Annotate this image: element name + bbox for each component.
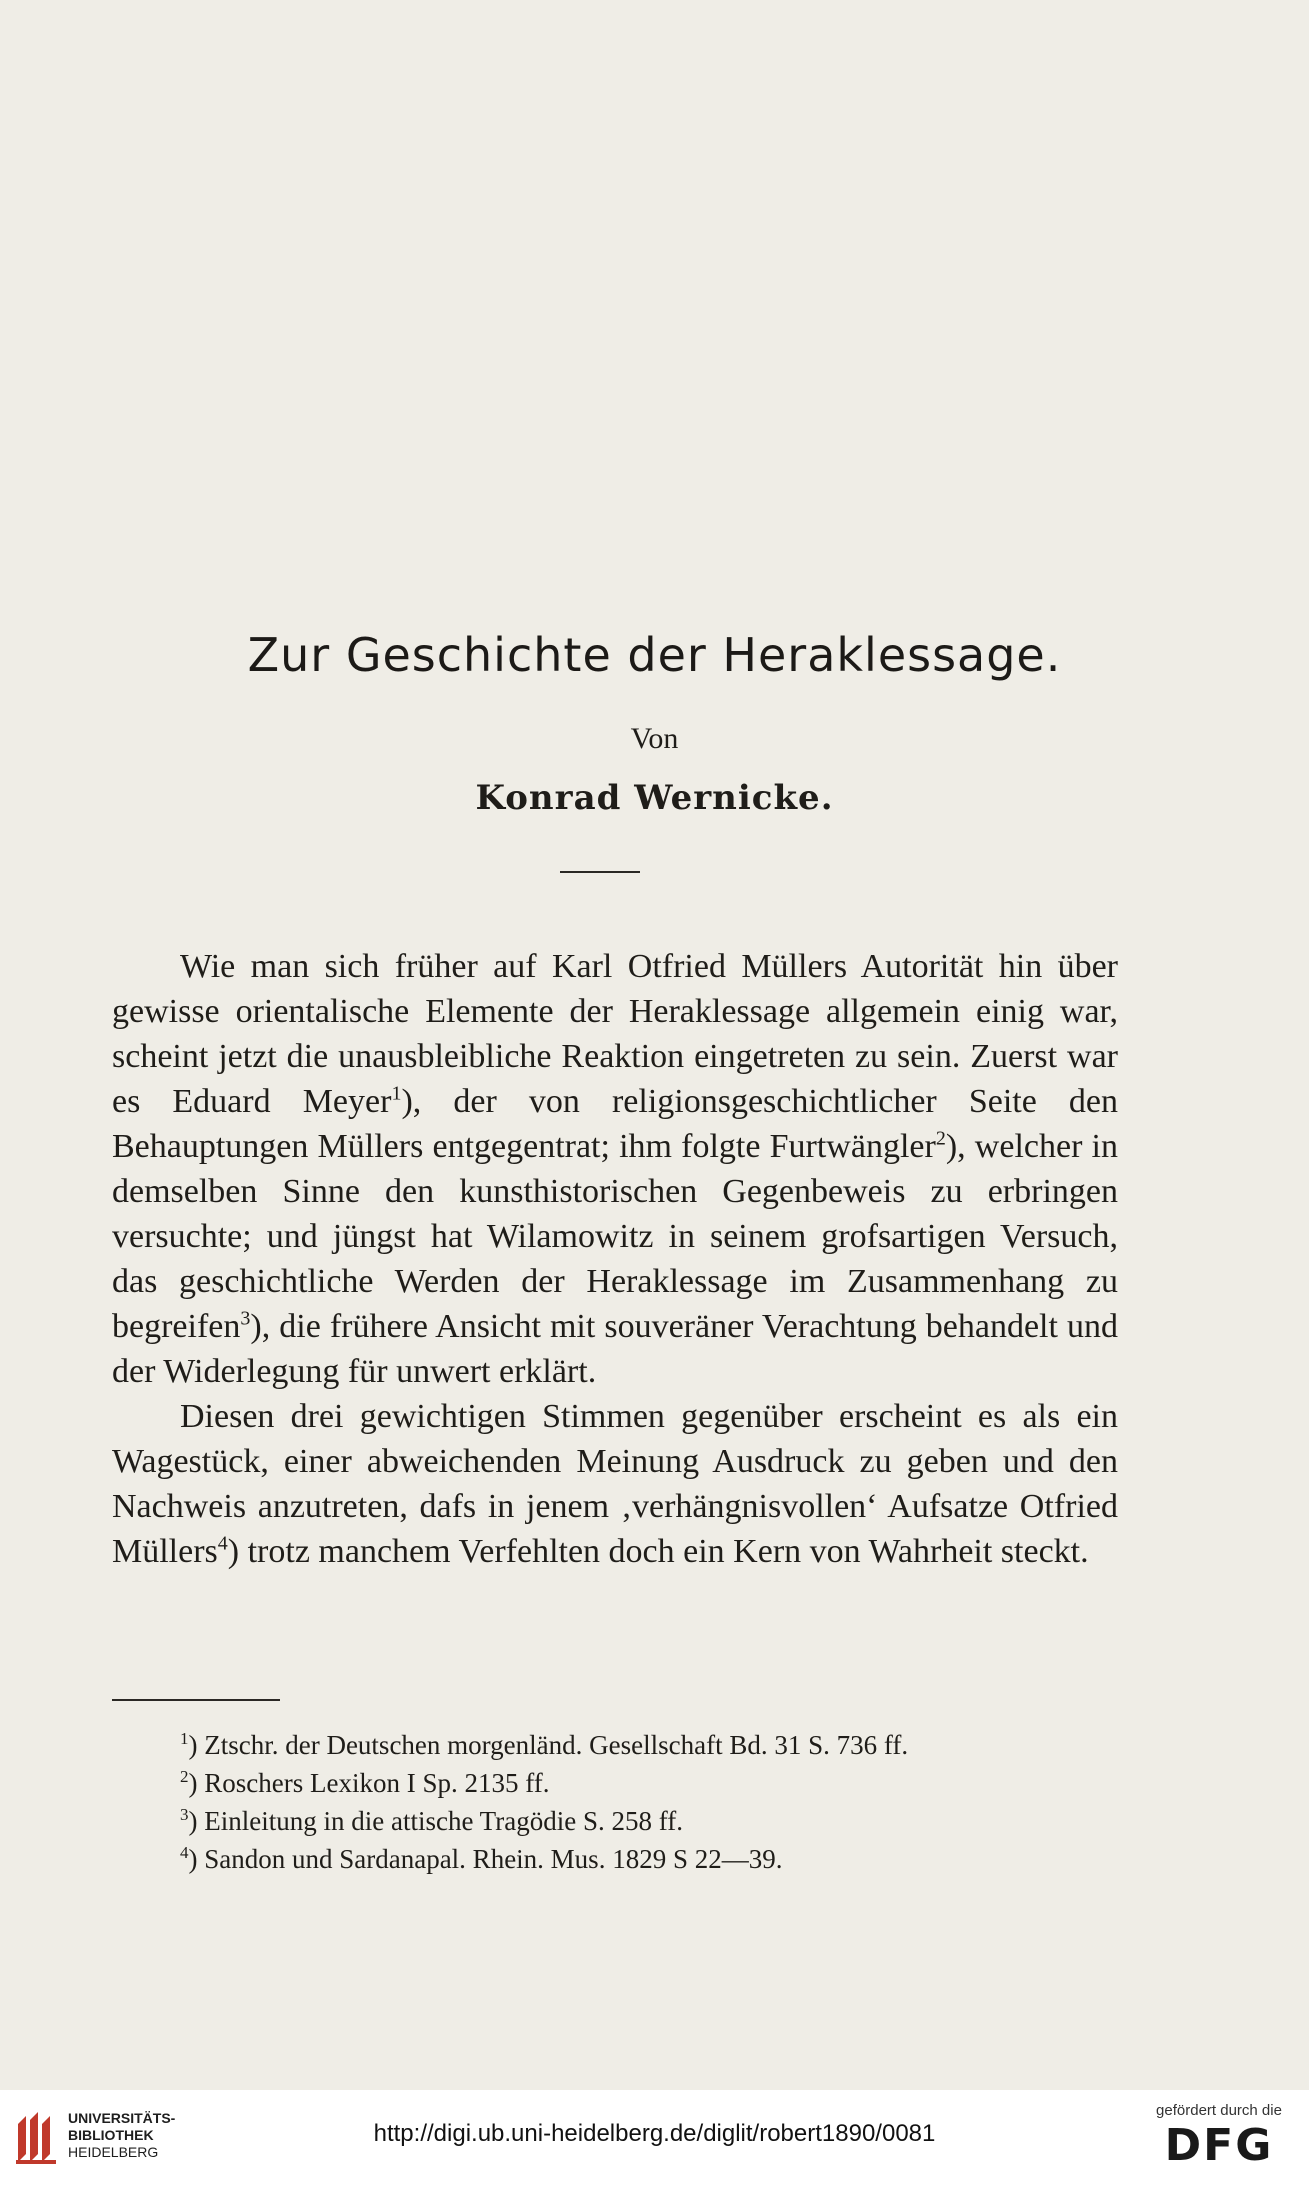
dfg-logo-text: DFG bbox=[1164, 2120, 1274, 2171]
footnote-number: 3 bbox=[180, 1805, 189, 1824]
footnote-ref-4: 4 bbox=[217, 1532, 228, 1555]
footnote-item bbox=[180, 1802, 1140, 1840]
footnote-text: ) Ztschr. der Deutschen morgenländ. Gesellschaft Bd. 31 S. 736 ff. bbox=[188, 1730, 909, 1760]
footnote-ref-2: 2 bbox=[935, 1127, 946, 1150]
library-name-line: BIBLIOTHEK bbox=[68, 2127, 154, 2143]
footnote-item bbox=[180, 1840, 1140, 1878]
library-name-line: UNIVERSITÄTS- bbox=[68, 2110, 176, 2126]
paragraph-text: Wie man sich früher auf Karl Otfried Müllers Autorität hin über gewisse orientalische Elemente der Heraklessage allgemein einig war, scheint jetzt die unausbleibliche Reaktion eingetreten zu sein. Zuerst war es Eduard Meyer bbox=[112, 948, 1118, 1120]
article-body bbox=[112, 944, 1118, 1574]
digitization-footer bbox=[0, 2090, 1309, 2186]
footnote-text: ) Roschers Lexikon I Sp. 2135 ff. bbox=[188, 1768, 550, 1798]
footnote-ref-1: 1 bbox=[391, 1082, 402, 1105]
paragraph-text: ), der von religionsgeschichtlicher Seite den Behauptungen Müllers entgegentrat; ihm folgte Furtwängler bbox=[112, 1083, 1118, 1165]
funding-caption: gefördert durch die bbox=[1156, 2102, 1282, 2119]
permalink-url[interactable]: http://digi.ub.uni-heidelberg.de/diglit/robert1890/0081 bbox=[373, 2120, 936, 2147]
article-title: Zur Geschichte der Heraklessage. bbox=[247, 628, 1062, 682]
footnote-item bbox=[180, 1764, 1140, 1802]
paragraph-2 bbox=[112, 1394, 1118, 1574]
author-name: Konrad Wernicke. bbox=[475, 778, 834, 818]
footnote-text: ) Einleitung in die attische Tragödie S. 258 ff. bbox=[188, 1806, 683, 1836]
footnote-number: 4 bbox=[180, 1843, 189, 1862]
byline-von: Von bbox=[630, 722, 679, 755]
library-name-line: HEIDELBERG bbox=[68, 2144, 159, 2160]
paragraph-1 bbox=[112, 944, 1118, 1394]
footnotes bbox=[180, 1726, 1140, 1878]
footnote-item bbox=[180, 1726, 1140, 1764]
footnote-divider bbox=[112, 1699, 280, 1701]
paragraph-text: ), die frühere Ansicht mit souveräner Verachtung behandelt und der Widerlegung für unwert erklärt. bbox=[112, 1308, 1118, 1390]
paragraph-text: ) trotz manchem Verfehlten doch ein Kern von Wahrheit steckt. bbox=[227, 1533, 1089, 1570]
footnote-text: ) Sandon und Sardanapal. Rhein. Mus. 1829 S 22—39. bbox=[188, 1844, 783, 1874]
dfg-funding-logo[interactable] bbox=[1149, 2102, 1289, 2171]
footnote-number: 1 bbox=[180, 1729, 189, 1748]
paragraph-text: Diesen drei gewichtigen Stimmen gegenüber erscheint es als ein Wagestück, einer abweichenden Meinung Ausdruck zu geben und den Nachweis anzutreten, dafs in jenem ‚verhängnisvollen‘ Aufsatze Otfried Müllers bbox=[112, 1398, 1118, 1570]
footnote-number: 2 bbox=[180, 1767, 189, 1786]
paragraph-text: ), welcher in demselben Sinne den kunsthistorischen Gegenbeweis zu erbringen versuchte; und jüngst hat Wilamowitz in seinem grofsartigen Versuch, das geschichtliche Werden der Heraklessage im Zusammenhang zu begreifen bbox=[112, 1128, 1118, 1345]
footnote-ref-3: 3 bbox=[240, 1307, 251, 1330]
title-divider bbox=[560, 871, 640, 873]
